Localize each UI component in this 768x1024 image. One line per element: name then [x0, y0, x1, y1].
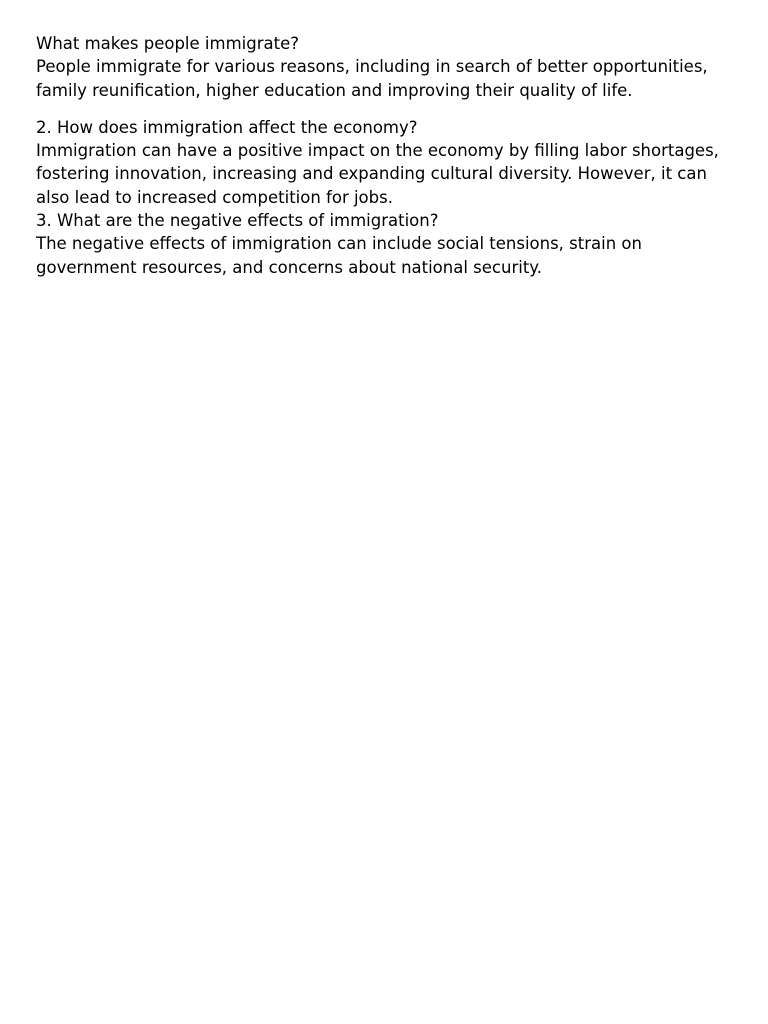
question-3: 3. What are the negative effects of immigration? [36, 211, 439, 231]
qa-block-1 [36, 32, 736, 102]
question-1: What makes people immigrate? [36, 34, 299, 53]
question-2: 2. How does immigration affect the economy? [36, 117, 418, 137]
document-body [36, 32, 736, 279]
answer-3: The negative effects of immigration can include social tensions, strain on government resources, and concerns about national security. [36, 234, 642, 277]
answer-1: People immigrate for various reasons, including in search of better opportunities, family reunification, higher education and improving their quality of life. [36, 57, 708, 100]
qa-block-3 [36, 209, 736, 279]
answer-2: Immigration can have a positive impact on the economy by filling labor shortages, fostering innovation, increasing and expanding cultural diversity. However, it can also lead to increased competition for jobs. [36, 141, 719, 207]
qa-block-2 [36, 116, 736, 209]
